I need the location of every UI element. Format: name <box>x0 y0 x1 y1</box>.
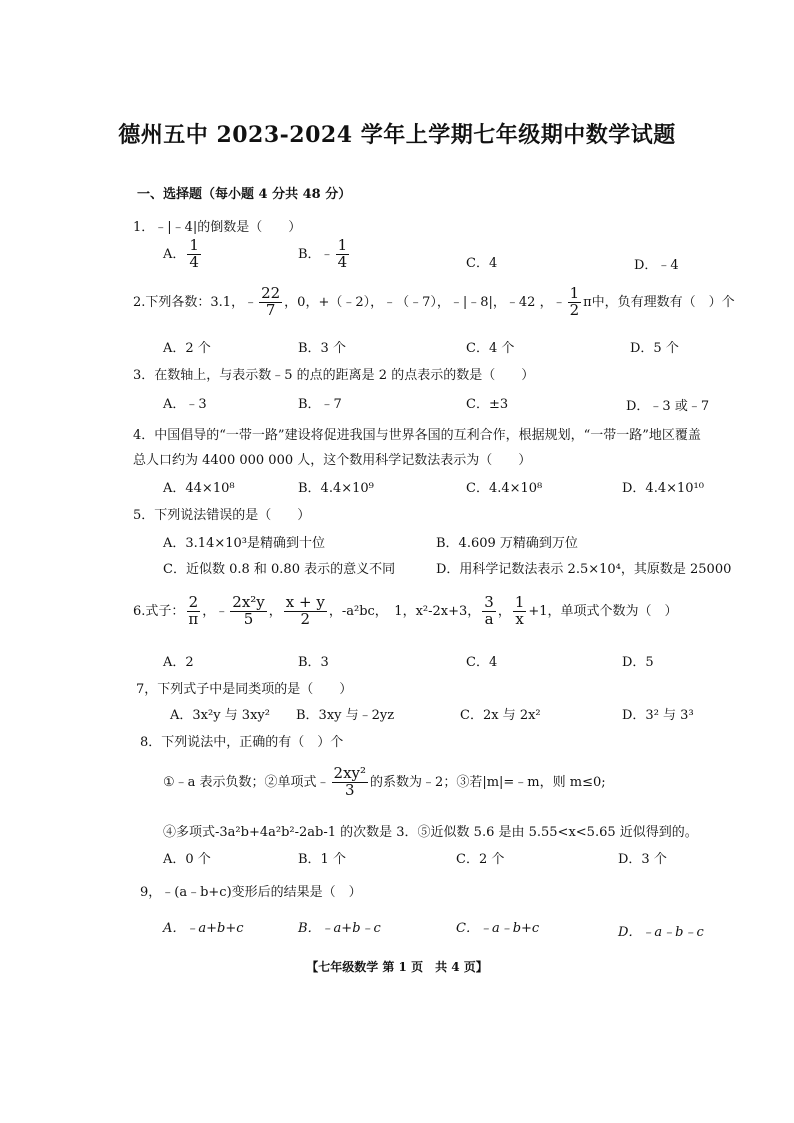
question-7-stem: 7，下列式子中是同类项的是（ ） <box>136 682 353 697</box>
stem-text: ①﹣a 表示负数；②单项式﹣ <box>163 774 330 790</box>
denominator: 4 <box>337 252 348 271</box>
fraction <box>513 595 527 628</box>
stem-text: +1，单项式个数为（ ） <box>528 603 678 619</box>
question-5-option-d: D．用科学记数法表示 2.5×10⁴，其原数是 25000 <box>436 562 732 577</box>
option-label: A． <box>163 246 186 262</box>
fraction <box>332 766 369 799</box>
stem-text: 的系数为﹣2；③若|m|=﹣m，则 m≤0; <box>370 774 606 790</box>
numerator: 1 <box>189 236 199 254</box>
page-title: 德州五中 2023-2024 学年上学期七年级期中数学试题 <box>118 122 676 148</box>
numerator: 2 <box>188 593 199 611</box>
question-6-option-d: D．5 <box>622 655 654 670</box>
denominator: 5 <box>243 609 254 628</box>
question-1-stem: 1．﹣|﹣4|的倒数是（ ） <box>133 220 302 235</box>
question-2-option-d: D．5 个 <box>630 341 679 356</box>
question-7-option-d: D．3² 与 3³ <box>622 708 694 723</box>
question-9-option-d: D．﹣a﹣b﹣c <box>618 925 704 940</box>
denominator: a <box>484 609 494 628</box>
numerator: 1 <box>514 593 525 611</box>
denominator: π <box>188 609 199 628</box>
question-8-statements-1 <box>163 766 606 799</box>
question-8-option-a: A．0 个 <box>163 852 211 867</box>
question-3-option-b: B．﹣7 <box>298 397 342 412</box>
question-4-option-b: B．4.4×10⁹ <box>298 481 374 496</box>
question-2-option-a: A．2 个 <box>163 341 211 356</box>
question-1-option-b <box>298 238 351 271</box>
numerator: x + y <box>285 593 325 611</box>
question-7-option-c: C．2x 与 2x² <box>460 708 541 723</box>
question-3-option-a: A．﹣3 <box>163 397 207 412</box>
fraction <box>336 238 350 271</box>
fraction <box>230 595 267 628</box>
denominator: x <box>515 609 524 628</box>
fraction <box>187 238 201 271</box>
option-label: B．﹣ <box>298 246 334 262</box>
stem-text: ，-a²bc， 1，x²-2x+3， <box>328 603 481 619</box>
fraction <box>284 595 327 628</box>
question-8-statements-2: ④多项式-3a²b+4a²b²-2ab-1 的次数是 3．⑤近似数 5.6 是由 5.55<x<5.65 近似得到的。 <box>163 825 698 840</box>
question-8-option-c: C．2 个 <box>456 852 505 867</box>
fraction <box>259 286 282 319</box>
numerator: 1 <box>337 236 348 254</box>
denominator: 2 <box>300 609 311 628</box>
numerator: 1 <box>569 284 580 302</box>
fraction <box>568 286 582 319</box>
denominator: 7 <box>265 300 276 319</box>
page-footer: 【七年级数学 第 1 页 共 4 页】 <box>306 960 488 974</box>
denominator: 2 <box>569 300 580 319</box>
question-1-option-d: D．﹣4 <box>634 258 679 273</box>
question-9-option-a: A．﹣a+b+c <box>163 921 244 936</box>
denominator: 4 <box>189 252 199 271</box>
stem-text: 6.式子： <box>133 603 185 619</box>
question-6-option-a: A．2 <box>163 655 194 670</box>
stem-text: ，0，+（﹣2），﹣（﹣7），﹣|﹣8|，﹣42 ，﹣ <box>284 294 566 310</box>
question-8-option-d: D．3 个 <box>618 852 667 867</box>
question-9-option-b: B．﹣a+b﹣c <box>298 921 381 936</box>
question-6-option-b: B．3 <box>298 655 329 670</box>
question-7-option-b: B．3xy 与﹣2yz <box>296 708 395 723</box>
numerator: 3 <box>484 593 494 611</box>
section-heading: 一、选择题（每小题 4 分共 48 分） <box>137 187 352 202</box>
question-5-option-a: A．3.14×10³是精确到十位 <box>163 536 325 551</box>
question-3-option-c: C．±3 <box>466 397 509 412</box>
question-8-stem: 8．下列说法中，正确的有（ ）个 <box>140 735 344 750</box>
question-1-option-a <box>163 238 203 271</box>
question-4-option-d: D．4.4×10¹⁰ <box>622 481 704 496</box>
numerator: 2x²y <box>232 593 265 611</box>
question-4-line-2: 总人口约为 4400 000 000 人，这个数用科学记数法表示为（ ） <box>133 453 532 468</box>
question-5-option-c: C．近似数 0.8 和 0.80 表示的意义不同 <box>163 562 396 577</box>
fraction <box>186 595 200 628</box>
question-2-option-c: C．4 个 <box>466 341 515 356</box>
question-4-option-a: A．44×10⁸ <box>163 481 235 496</box>
question-5-option-b: B．4.609 万精确到万位 <box>436 536 578 551</box>
stem-text: π中，负有理数有（ ）个 <box>583 294 735 310</box>
question-9-option-c: C．﹣a﹣b+c <box>456 921 540 936</box>
question-6-stem: 6.式子： $\frac{2}{\pi}$ ，﹣ $\frac{\text{2x²y}}{5}$ ， $\frac{x + y}{2}$ ，-a²bc， 1，x²-2x+3， $\frac{3}{a}$ ， $\frac{1}{x}$ +1，单项式个数为（ ） <box>133 593 678 628</box>
numerator: 22 <box>261 284 281 302</box>
question-4-line-1: 4．中国倡导的“一带一路”建设将促进我国与世界各国的互利合作，根据规划，“一带一路”地区覆盖 <box>133 428 701 443</box>
question-4-option-c: C．4.4×10⁸ <box>466 481 543 496</box>
question-5-stem: 5．下列说法错误的是（ ） <box>133 508 311 523</box>
question-2-option-b: B．3 个 <box>298 341 346 356</box>
question-1-option-c: C．4 <box>466 256 498 271</box>
fraction <box>482 595 496 628</box>
question-6-option-c: C．4 <box>466 655 498 670</box>
numerator: 2xy² <box>333 764 367 782</box>
question-3-option-d: D．﹣3 或﹣7 <box>626 399 710 414</box>
denominator: 3 <box>345 780 355 799</box>
question-2-stem <box>133 286 735 319</box>
question-7-option-a: A．3x²y 与 3xy² <box>170 708 270 723</box>
question-3-stem: 3．在数轴上，与表示数﹣5 的点的距离是 2 的点表示的数是（ ） <box>133 368 535 383</box>
stem-text: 2.下列各数：3.1，﹣ <box>133 294 258 310</box>
question-9-stem: 9，﹣(a﹣b+c)变形后的结果是（ ） <box>140 885 362 900</box>
question-8-option-b: B．1 个 <box>298 852 346 867</box>
